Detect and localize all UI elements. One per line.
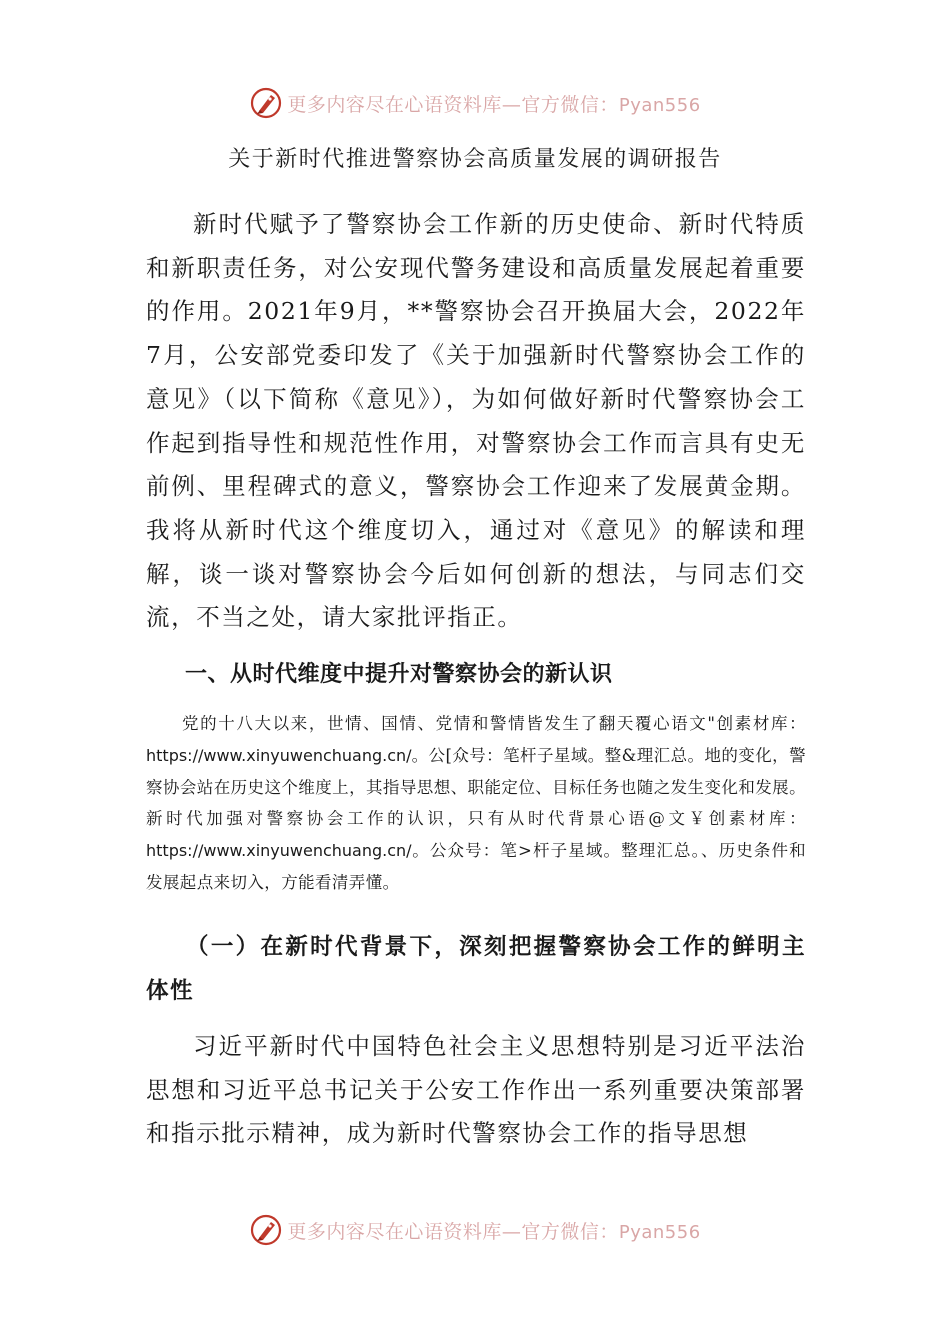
pen-nib-logo-icon (249, 1213, 283, 1247)
url-link-2[interactable]: https://www.xinyuwenchuang.cn/ (146, 841, 412, 861)
watermark-text: 更多内容尽在心语资料库—官方微信：Pyan556 (287, 1220, 701, 1243)
url-link-1[interactable]: https://www.xinyuwenchuang.cn/ (146, 745, 412, 765)
pen-nib-logo-icon (249, 86, 283, 120)
section-heading-1: 一、从时代维度中提升对警察协会的新认识 (185, 662, 613, 687)
body-paragraph-guidance: 习近平新时代中国特色社会主义思想特别是习近平法治思想和习近平总书记关于公安工作作出一系列重要决策部署和指示批示精神，成为新时代警察协会工作的指导思想 (146, 1032, 806, 1148)
watermark-text: 更多内容尽在心语资料库—官方微信：Pyan556 (287, 93, 701, 116)
watermark-footer (0, 1210, 950, 1250)
document-title: 关于新时代推进警察协会高质量发展的调研报告 (228, 147, 722, 172)
body-paragraph-intro: 新时代赋予了警察协会工作新的历史使命、新时代特质和新职责任务，对公安现代警务建设和高质量发展起着重要的作用。2021年9月，**警察协会召开换届大会，2022年7月，公安部党委印发了《关于加强新时代警察协会工作的意见》（以下简称《意见》），为如何做好新时代警察协会工作起到指导性和规范性作用，对警察协会工作而言具有史无前例、里程碑式的意义，警察协会工作迎来了发展黄金期。我将从新时代这个维度切入，通过对《意见》的解读和理解，谈一谈对警察协会今后如何创新的想法，与同志们交流，不当之处，请大家批评指正。 (146, 210, 806, 632)
body-paragraph-small: 党的十八大以来，世情、国情、党情和警情皆发生了翻天覆心语文"创素材库：https://www.xinyuwenchuang.cn/。公[众号：笔杆子星域。整&理汇总。地的变化，警察协会站在历史这个维度上，其指导思想、职能定位、目标任务也随之发生变化和发展。新时代加强对警察协会工作的认识，只有从时代背景心语@文￥创素材库：https://www.xinyuwenchuang.cn/。公众号：笔>杆子星域。整理汇总。、历史条件和发展起点来切入，方能看清弄懂。 (146, 714, 806, 892)
subsection-heading-1: （一）在新时代背景下，深刻把握警察协会工作的鲜明主体性 (146, 934, 806, 1004)
watermark-header (0, 83, 950, 123)
